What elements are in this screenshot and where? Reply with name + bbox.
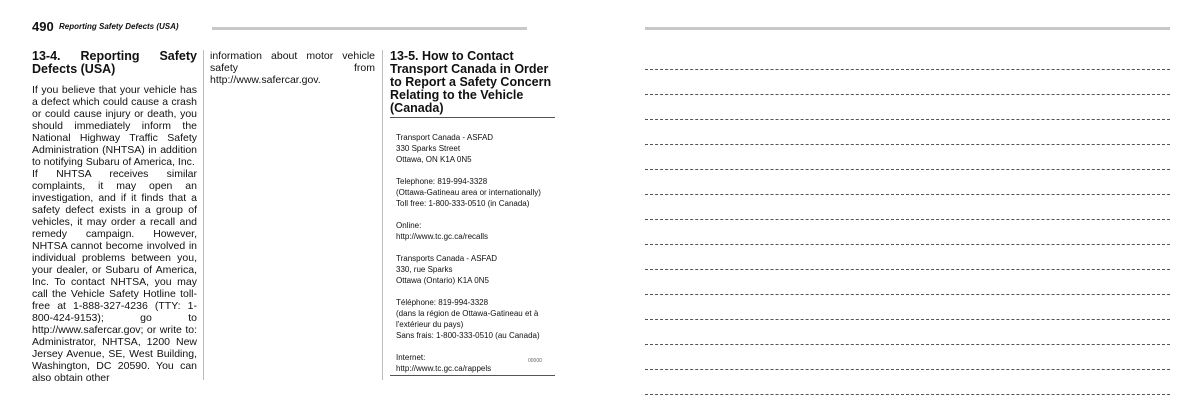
note-line [645,344,1170,345]
section-13-4-title: 13-4. Reporting Safety Defects (USA) [32,49,197,76]
note-line [645,319,1170,320]
note-line [645,144,1170,145]
column-divider [203,50,204,380]
section-13-4-continuation: information about motor vehicle safety from http://www.safercar.gov. [210,50,375,86]
note-line [645,219,1170,220]
contact-line: Telephone: 819-994-3328 [396,177,488,186]
contact-line: Ottawa (Ontario) K1A 0N5 [396,276,489,285]
contact-line: (Ottawa-Gatineau area or internationally) [396,188,541,197]
section-13-4-paragraph-2: If NHTSA receives similar complaints, it may open an investigation, and if it finds that a safety defect exists in a group of vehicles, it may order a recall and remedy campaign. However, NHTSA cannot become involved in individual problems between you, your dealer, or Subaru of America, Inc. To contact NHTSA, you may call the Vehicle Safety Hotline toll-free at 1-888-327-4236 (TTY: 1-800-424-9153); go to http://www.safercar.gov; or write to: Administrator, NHTSA, 1200 New Jersey Avenue, SE, West Building, Washington, DC 20590. You can also obtain other [32,168,197,384]
contact-line: l'extérieur du pays) [396,320,464,329]
section-13-5-title: 13-5. How to Contact Transport Canada in Order to Report a Safety Concern Relating to the Vehicle (Canada) [390,50,555,118]
column-2 [210,50,375,86]
column-1 [32,50,197,384]
contact-line: Transports Canada - ASFAD [396,254,498,263]
contact-line: Sans frais: 1-800-333-0510 (au Canada) [396,331,540,340]
header-rule [212,27,527,30]
section-13-4-paragraph-1: If you believe that your vehicle has a defect which could cause a crash or could cause injury or death, you should immediately inform the National Highway Traffic Safety Administration (NHTSA) in addition to notifying Subaru of America, Inc. [32,84,197,168]
contact-line: Toll free: 1-800-333-0510 (in Canada) [396,199,530,208]
note-line [645,169,1170,170]
running-title: Reporting Safety Defects (USA) [59,22,179,31]
recalls-url: http://www.tc.gc.ca/recalls [396,232,489,241]
french-phone [396,297,555,341]
page-number: 490 [32,19,54,34]
contact-line: 330, rue Sparks [396,265,453,274]
contact-line: Internet: [396,353,426,362]
french-address [396,253,555,286]
column-divider [382,50,383,380]
contact-block-bottom-rule [390,375,555,376]
note-line [645,294,1170,295]
page-header [32,20,527,34]
contact-line: Téléphone: 819-994-3328 [396,298,489,307]
figure-code: 00000 [528,358,542,364]
contact-line: Transport Canada - ASFAD [396,133,494,142]
note-line [645,394,1170,395]
transport-canada-contact-block [390,132,555,374]
contact-line: (dans la région de Ottawa-Gatineau et à [396,309,539,318]
note-line [645,369,1170,370]
note-line [645,119,1170,120]
column-3 [390,50,555,385]
note-line [645,94,1170,95]
contact-line: Online: [396,221,422,230]
note-line [645,244,1170,245]
contact-line: 330 Sparks Street [396,144,461,153]
notes-top-rule [645,27,1170,30]
note-line [645,269,1170,270]
english-address [396,132,555,165]
note-line [645,194,1170,195]
english-online [396,220,555,242]
english-phone [396,176,555,209]
rappels-url: http://www.tc.gc.ca/rappels [396,364,492,373]
note-line [645,69,1170,70]
contact-line: Ottawa, ON K1A 0N5 [396,155,472,164]
